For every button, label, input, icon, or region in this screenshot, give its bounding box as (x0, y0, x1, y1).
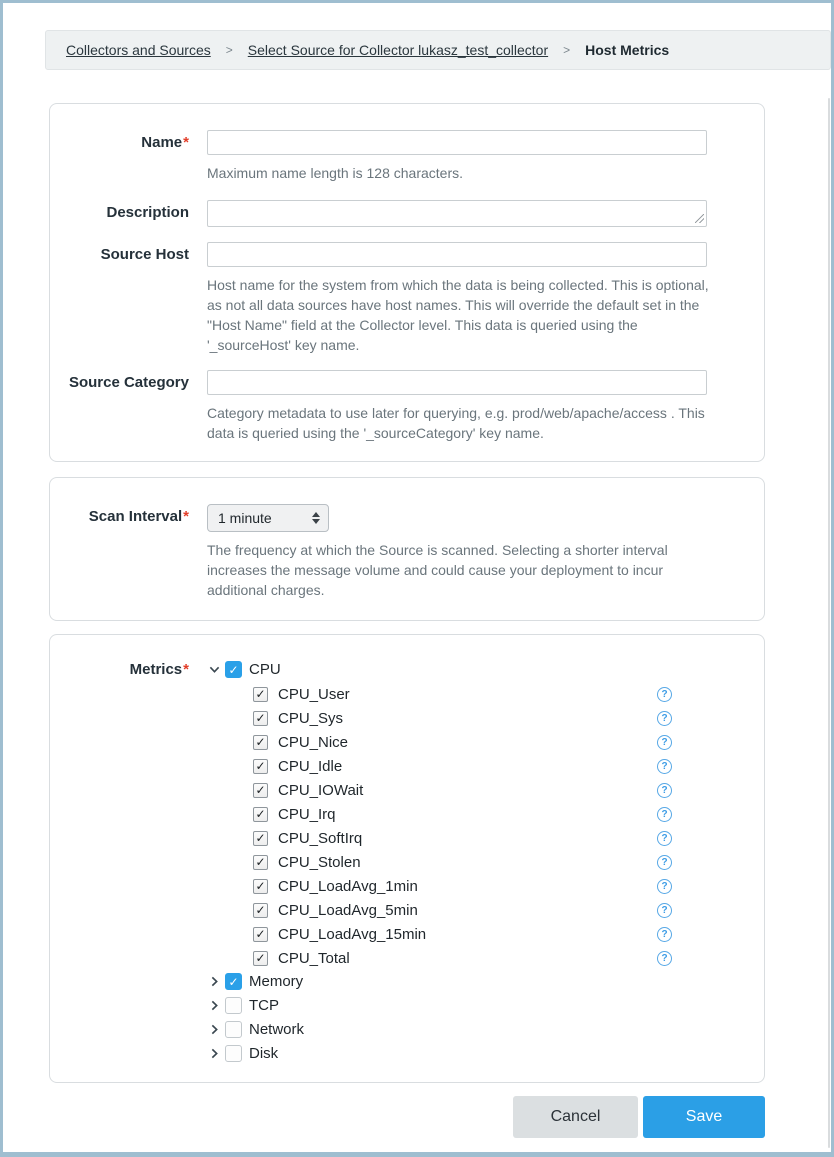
metrics-label: Metrics* (129, 661, 189, 678)
chevron-right-icon[interactable] (207, 999, 221, 1013)
description-label: Description (106, 204, 189, 221)
tree-node-tcp (207, 994, 717, 1017)
tree-node-label: Network (249, 1021, 305, 1038)
tree-leaf-label: CPU_IOWait (278, 781, 364, 799)
help-icon[interactable]: ? (657, 711, 672, 726)
scan-interval-select[interactable] (207, 504, 329, 532)
help-icon[interactable]: ? (657, 951, 672, 966)
tree-node-memory (207, 970, 717, 993)
description-textarea[interactable] (207, 200, 707, 227)
cancel-button[interactable]: Cancel (513, 1096, 638, 1138)
tree-leaf-label: CPU_Idle (278, 757, 343, 775)
tree-leaf-label: CPU_Irq (278, 805, 336, 823)
tree-leaf-cpu-nice (207, 730, 717, 754)
source-host-help-text: Host name for the system from which the data is being collected. This is optional, as not all data sources have host names. This will override the default set in the "Host Name" field at the Collector level. This data is queried using the '_sourceHost' key name. (207, 277, 709, 353)
tree-node-cpu (207, 658, 717, 681)
tree-leaf-label: CPU_Stolen (278, 853, 361, 871)
scan-interval-selected-value: 1 minute (218, 510, 272, 526)
scrollbar[interactable] (828, 98, 830, 1148)
cpu-nice-checkbox[interactable]: ✓ (253, 735, 268, 750)
form-actions (49, 1096, 765, 1138)
breadcrumb (45, 30, 831, 70)
breadcrumb-item-host-metrics: Host Metrics (585, 42, 670, 58)
name-field-row (50, 130, 764, 183)
required-asterisk: * (183, 134, 189, 151)
tree-leaf-cpu-idle (207, 754, 717, 778)
cpu-loadavg-15min-checkbox[interactable]: ✓ (253, 927, 268, 942)
scan-interval-label: Scan Interval* (88, 508, 189, 525)
tree-node-label: Memory (249, 973, 304, 990)
help-icon[interactable]: ? (657, 879, 672, 894)
disk-checkbox[interactable] (225, 1045, 242, 1062)
tree-leaf-cpu-iowait (207, 778, 717, 802)
tree-leaf-label: CPU_LoadAvg_15min (278, 925, 427, 943)
metrics-tree (207, 658, 717, 1065)
chevron-right-icon[interactable] (207, 975, 221, 989)
help-icon[interactable]: ? (657, 687, 672, 702)
help-icon[interactable]: ? (657, 783, 672, 798)
chevron-right-icon[interactable] (207, 1023, 221, 1037)
scan-interval-help-text: The frequency at which the Source is scanned. Selecting a shorter interval increases the message volume and could cause your deployment to incur additional charges. (207, 542, 668, 598)
breadcrumb-separator: > (225, 43, 233, 57)
source-category-label: Source Category (68, 374, 189, 391)
resize-handle-icon[interactable] (695, 214, 704, 223)
cpu-user-checkbox[interactable]: ✓ (253, 687, 268, 702)
tree-node-label: CPU (249, 661, 281, 678)
cpu-iowait-checkbox[interactable]: ✓ (253, 783, 268, 798)
tree-leaf-cpu-total (207, 946, 717, 970)
tcp-checkbox[interactable] (225, 997, 242, 1014)
tree-leaf-cpu-stolen (207, 850, 717, 874)
save-button[interactable]: Save (643, 1096, 765, 1138)
tree-leaf-cpu-sys (207, 706, 717, 730)
help-icon[interactable]: ? (657, 927, 672, 942)
cpu-checkbox[interactable]: ✓ (225, 661, 242, 678)
tree-leaf-label: CPU_User (278, 685, 350, 703)
name-help-text: Maximum name length is 128 characters. (207, 165, 463, 181)
scan-interval-row (50, 504, 764, 600)
help-icon[interactable]: ? (657, 855, 672, 870)
breadcrumb-item-collectors-and-sources[interactable]: Collectors and Sources (66, 42, 211, 58)
cpu-total-checkbox[interactable]: ✓ (253, 951, 268, 966)
tree-node-label: Disk (249, 1045, 279, 1062)
breadcrumb-item-select-source-for-collector-lukasz-test-collector[interactable]: Select Source for Collector lukasz_test_collector (247, 42, 549, 58)
required-asterisk: * (183, 661, 189, 678)
select-updown-icon (312, 512, 320, 524)
tree-leaf-label: CPU_SoftIrq (278, 829, 363, 847)
tree-leaf-cpu-user (207, 682, 717, 706)
source-category-input[interactable] (207, 370, 707, 395)
tree-node-disk (207, 1042, 717, 1065)
source-category-help-text: Category metadata to use later for querying, e.g. prod/web/apache/access . This data is queried using the '_sourceCategory' key name. (207, 405, 705, 441)
required-asterisk: * (183, 508, 189, 525)
cpu-loadavg-1min-checkbox[interactable]: ✓ (253, 879, 268, 894)
tree-leaf-cpu-loadavg-5min (207, 898, 717, 922)
cpu-sys-checkbox[interactable]: ✓ (253, 711, 268, 726)
help-icon[interactable]: ? (657, 759, 672, 774)
source-host-input[interactable] (207, 242, 707, 267)
tree-leaf-label: CPU_LoadAvg_5min (278, 901, 418, 919)
breadcrumb-separator: > (563, 43, 571, 57)
tree-node-network (207, 1018, 717, 1041)
memory-checkbox[interactable]: ✓ (225, 973, 242, 990)
source-details-card (49, 103, 765, 462)
tree-leaf-cpu-loadavg-15min (207, 922, 717, 946)
help-icon[interactable]: ? (657, 807, 672, 822)
network-checkbox[interactable] (225, 1021, 242, 1038)
help-icon[interactable]: ? (657, 903, 672, 918)
source-host-label: Source Host (100, 246, 189, 263)
chevron-right-icon[interactable] (207, 1047, 221, 1061)
tree-leaf-cpu-irq (207, 802, 717, 826)
cpu-softirq-checkbox[interactable]: ✓ (253, 831, 268, 846)
metrics-row (50, 658, 764, 1066)
help-icon[interactable]: ? (657, 735, 672, 750)
scan-interval-card (49, 477, 765, 621)
cpu-loadavg-5min-checkbox[interactable]: ✓ (253, 903, 268, 918)
metrics-card (49, 634, 765, 1083)
name-input[interactable] (207, 130, 707, 155)
cpu-stolen-checkbox[interactable]: ✓ (253, 855, 268, 870)
name-label: Name* (141, 134, 189, 151)
tree-leaf-label: CPU_LoadAvg_1min (278, 877, 418, 895)
chevron-down-icon[interactable] (207, 663, 221, 677)
source-category-field-row (50, 370, 764, 443)
tree-leaf-cpu-loadavg-1min (207, 874, 717, 898)
cpu-idle-checkbox[interactable]: ✓ (253, 759, 268, 774)
tree-leaf-cpu-softirq (207, 826, 717, 850)
tree-leaf-label: CPU_Total (278, 949, 350, 967)
tree-leaf-label: CPU_Nice (278, 733, 349, 751)
help-icon[interactable]: ? (657, 831, 672, 846)
cpu-irq-checkbox[interactable]: ✓ (253, 807, 268, 822)
source-host-field-row (50, 242, 764, 355)
tree-leaf-label: CPU_Sys (278, 709, 344, 727)
tree-node-label: TCP (249, 997, 279, 1014)
description-field-row (50, 200, 764, 227)
